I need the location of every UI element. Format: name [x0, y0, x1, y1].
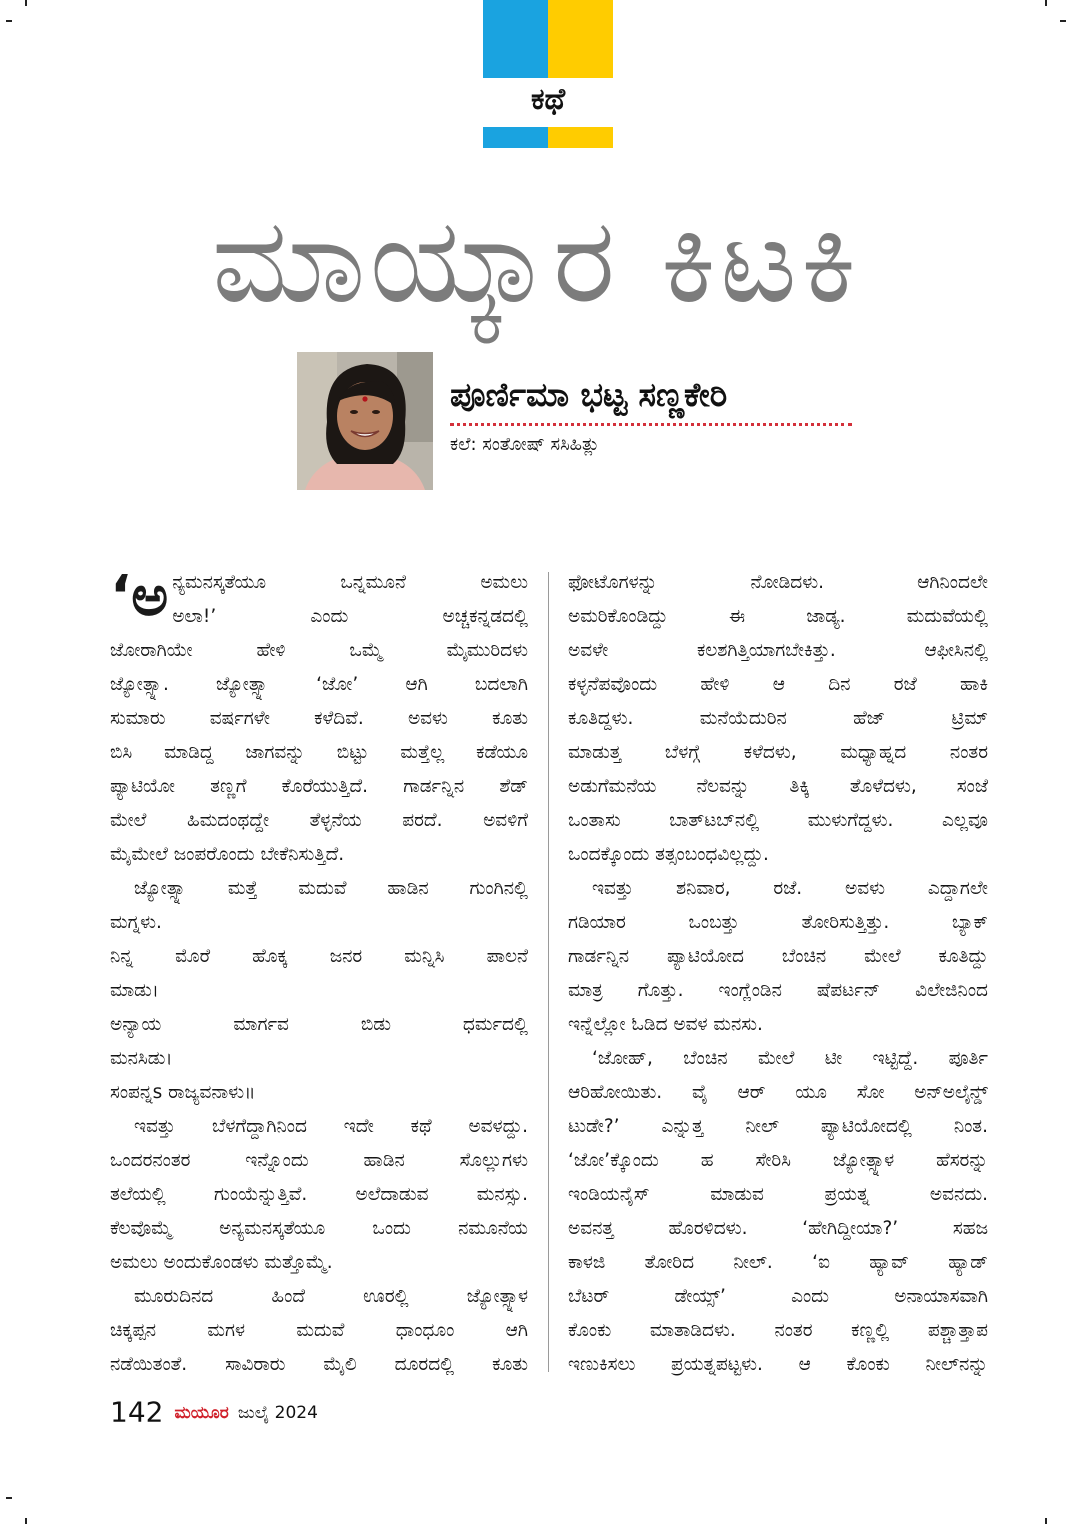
text-line: ಕೆಲವೊಮ್ಮೆ ಅನ್ಯಮನಸ್ಕತೆಯೂ ಒಂದು ನಮೂನೆಯ — [110, 1218, 528, 1239]
text-line: ಮಾತ್ರ ಗೊತ್ತು. ಇಂಗ್ಲೆಂಡಿನ ಷೆಪರ್ಟನ್ ವಿಲೇಜಿನಿಂದ — [568, 980, 988, 1001]
magazine-logo: ಮಯೂರ — [174, 1402, 229, 1423]
text-line: ನಡೆಯಿತಂತೆ. ಸಾವಿರಾರು ಮೈಲಿ ದೂರದಲ್ಲಿ ಕೂತು — [110, 1354, 528, 1375]
crop-mark — [6, 20, 12, 22]
text-line: ಮಾಡುತ್ತ ಬೆಳಗ್ಗೆ ಕಳೆದಳು, ಮಧ್ಯಾಹ್ನದ ನಂತರ — [568, 742, 988, 763]
text-line: ಒಂದರನಂತರ ಇನ್ನೊಂದು ಹಾಡಿನ ಸೊಲ್ಲುಗಳು — [110, 1150, 528, 1171]
badge-blue-block — [483, 0, 548, 78]
text-line: ಅಮರಿಕೊಂಡಿದ್ದು ಈ ಜಾಡ್ಯ. ಮದುವೆಯಲ್ಲಿ — [568, 606, 988, 627]
text-line: ಅವನತ್ತ ಹೊರಳಿದಳು. ‘ಹೇಗಿದ್ದೀಯಾ?’ ಸಹಜ — [568, 1218, 988, 1239]
badge-blue-strip — [483, 127, 548, 148]
text-line: ಚಿಕ್ಕಪ್ಪನ ಮಗಳ ಮದುವೆ ಧಾಂಧೂಂ ಆಗಿ — [110, 1320, 528, 1341]
text-line: ‘ಜೋಹ್, ಬೆಂಚಿನ ಮೇಲೆ ಟೀ ಇಟ್ಟಿದ್ದೆ. ಪೂರ್ತಿ — [592, 1048, 988, 1069]
text-line: ಜೋರಾಗಿಯೇ ಹೇಳಿ ಒಮ್ಮೆ ಮೈಮುರಿದಳು — [110, 640, 528, 661]
text-line: ಇಂಡಿಯನೈಸ್ ಮಾಡುವ ಪ್ರಯತ್ನ ಅವನದು. — [568, 1184, 988, 1205]
text-line: ಬೆಟರ್ ಡೇಯ್ಸ್’ ಎಂದು ಅನಾಯಾಸವಾಗಿ — [568, 1286, 988, 1307]
text-line: ಗಡಿಯಾರ ಒಂಬತ್ತು ತೋರಿಸುತ್ತಿತ್ತು. ಬ್ಯಾಕ್ — [568, 912, 988, 933]
section-label: ಕಥೆ — [530, 82, 566, 117]
verse-line: ಮನಸಿಡು। — [110, 1048, 173, 1069]
illustration-credit: ಕಲೆ: ಸಂತೋಷ್ ಸಸಿಹಿತ್ಲು — [450, 434, 600, 455]
author-name: ಪೂರ್ಣಿಮಾ ಭಟ್ಟ ಸಣ್ಣಕೇರಿ — [450, 375, 728, 414]
verse-line: ಅನ್ಯಾಯ ಮಾರ್ಗವ ಬಿಡು ಧರ್ಮದಲ್ಲಿ — [110, 1014, 528, 1035]
verse-line: ನಿನ್ನ ಮೊರೆ ಹೊಕ್ಕ ಜನರ ಮನ್ನಿಸಿ ಪಾಲನೆ — [110, 946, 528, 967]
verse-line: ಮಾಡು। — [110, 980, 159, 1001]
text-line: ಪ್ಯಾಟಿಯೋ ತಣ್ಣಗೆ ಕೊರೆಯುತ್ತಿದೆ. ಗಾರ್ಡನ್ನಿನ ಶೆಡ್ — [110, 776, 528, 797]
section-badge — [483, 0, 613, 148]
drop-cap: ‘ಅ — [110, 564, 169, 629]
story-title: ಮಾಯ್ಕಾರ ಕಿಟಕಿ — [211, 191, 861, 329]
text-line: ಟುಡೇ?’ ಎನ್ನುತ್ತ ನೀಲ್ ಪ್ಯಾಟಿಯೋದಲ್ಲಿ ನಿಂತ. — [568, 1116, 988, 1137]
text-line: ಅಮಲು ಅಂದುಕೊಂಡಳು ಮತ್ತೊಮ್ಮೆ. — [110, 1252, 333, 1273]
text-line: ಜ್ಯೋತ್ಸ್ನಾ ಮತ್ತೆ ಮದುವೆ ಹಾಡಿನ ಗುಂಗಿನಲ್ಲಿ — [134, 878, 528, 899]
text-line: ಕೂತಿದ್ದಳು. ಮನೆಯೆದುರಿನ ಹೆಜ್ ಟ್ರಿಮ್ — [568, 708, 988, 729]
crop-mark — [6, 1497, 12, 1499]
text-line: ಒಂದಕ್ಕೊಂದು ತತ್ಸಂಬಂಧವಿಲ್ಲದ್ದು. — [568, 844, 769, 865]
text-line: ಇಣುಕಿಸಲು ಪ್ರಯತ್ನಪಟ್ಟಳು. ಆ ಕೊಂಕು ನೀಲ್‌ನನ್ನು — [568, 1354, 988, 1375]
byline-dotted-rule — [450, 423, 852, 426]
text-line: ಫೋಟೊಗಳನ್ನು ನೋಡಿದಳು. ಆಗಿನಿಂದಲೇ — [568, 572, 988, 593]
text-line: ಆರಿಹೋಯಿತು. ವೈ ಆರ್ ಯೂ ಸೋ ಅನ್‌ಅಲೈನ್ಡ್ — [568, 1082, 988, 1103]
crop-mark — [25, 0, 27, 6]
text-line: ಮೇಲೆ ಹಿಮದಂಥದ್ದೇ ತೆಳ್ಳನೆಯ ಪರದೆ. ಅವಳಿಗೆ — [110, 810, 528, 831]
text-line: ನ್ಯಮನಸ್ಕತೆಯೂ ಒನ್ನಮೂನೆ ಅಮಲು — [172, 572, 528, 593]
text-line: ಗಾರ್ಡನ್ನಿನ ಪ್ಯಾಟಿಯೋದ ಬೆಂಚಿನ ಮೇಲೆ ಕೂತಿದ್ದು — [568, 946, 988, 967]
page-footer — [110, 1392, 318, 1433]
crop-mark — [25, 1518, 27, 1524]
page-number: 142 — [110, 1395, 164, 1429]
badge-yellow-strip — [548, 127, 613, 148]
crop-mark — [1060, 20, 1066, 22]
text-line: ಮೂರುದಿನದ ಹಿಂದೆ ಊರಲ್ಲಿ ಜ್ಯೋತ್ಸ್ನಾಳ — [134, 1286, 528, 1307]
text-line: ತಲೆಯಲ್ಲಿ ಗುಂಯೆನ್ನುತ್ತಿವೆ. ಅಲೆದಾಡುವ ಮನಸ್ಸು. — [110, 1184, 528, 1205]
text-line: ಕಾಳಜಿ ತೋರಿದ ನೀಲ್. ‘ಐ ಹ್ಯಾವ್ ಹ್ಯಾಡ್ — [568, 1252, 988, 1273]
text-line: ಕೊಂಕು ಮಾತಾಡಿದಳು. ನಂತರ ಕಣ್ಣಲ್ಲಿ ಪಶ್ಚಾತ್ತಾಪ — [568, 1320, 988, 1341]
column-divider — [548, 572, 549, 1372]
text-line: ಅವಳೇ ಕಲಶಗಿತ್ತಿಯಾಗಬೇಕಿತ್ತು. ಆಫೀಸಿನಲ್ಲಿ — [568, 640, 988, 661]
text-line: ಇನ್ನೆಲ್ಲೋ ಓಡಿದ ಅವಳ ಮನಸು. — [568, 1014, 763, 1035]
text-line: ಕಳ್ಳನೆಪವೊಂದು ಹೇಳಿ ಆ ದಿನ ರಜೆ ಹಾಕಿ — [568, 674, 988, 695]
text-line: ಒಂತಾಸು ಬಾತ್‌ಟಬ್‌ನಲ್ಲಿ ಮುಳುಗೆದ್ದಳು. ಎಲ್ಲವೂ — [568, 810, 988, 831]
article-column-right — [568, 566, 988, 1382]
text-line: ‘ಜೋ’ಕ್ಕೊಂದು ಹ ಸೇರಿಸಿ ಜ್ಯೋತ್ಸ್ನಾಳ ಹೆಸರನ್ನು — [568, 1150, 988, 1171]
author-portrait-icon — [297, 352, 433, 490]
text-line: ಅಡುಗೆಮನೆಯ ನೆಲವನ್ನು ತಿಕ್ಕಿ ತೊಳೆದಳು, ಸಂಜೆ — [568, 776, 988, 797]
badge-yellow-block — [548, 0, 613, 78]
text-line: ಅಲಾ!’ ಎಂದು ಅಚ್ಚಕನ್ನಡದಲ್ಲಿ — [172, 606, 528, 627]
text-line: ಇವತ್ತು ಬೆಳಗೆದ್ದಾಗಿನಿಂದ ಇದೇ ಕಥೆ ಅವಳದ್ದು. — [134, 1116, 528, 1137]
crop-mark — [1045, 1518, 1047, 1524]
crop-mark — [1045, 0, 1047, 6]
text-line: ಮಗ್ನಳು. — [110, 912, 162, 933]
text-line: ಬಿಸಿ ಮಾಡಿದ್ದ ಜಾಗವನ್ನು ಬಿಟ್ಟು ಮತ್ತೆಲ್ಲ ಕಡೆಯೂ — [110, 742, 528, 763]
text-line: ಮೈಮೇಲೆ ಜಂಪರೊಂದು ಬೇಕೆನಿಸುತ್ತಿದೆ. — [110, 844, 345, 865]
article-column-left — [110, 566, 528, 1382]
text-line: ಜ್ಯೋತ್ಸ್ನಾ. ಜ್ಯೋತ್ಸ್ನಾ ‘ಜೋ’ ಆಗಿ ಬದಲಾಗಿ — [110, 674, 528, 695]
verse-line: ಸಂಪನ್ನs ರಾಜ್ಯವನಾಳು॥ — [110, 1082, 256, 1103]
text-line: ಸುಮಾರು ವರ್ಷಗಳೇ ಕಳೆದಿವೆ. ಅವಳು ಕೂತು — [110, 708, 528, 729]
text-line: ಇವತ್ತು ಶನಿವಾರ, ರಜೆ. ಅವಳು ಎದ್ದಾಗಲೇ — [592, 878, 988, 899]
author-photo — [297, 352, 433, 490]
issue-date: ಜುಲೈ 2024 — [237, 1402, 318, 1423]
